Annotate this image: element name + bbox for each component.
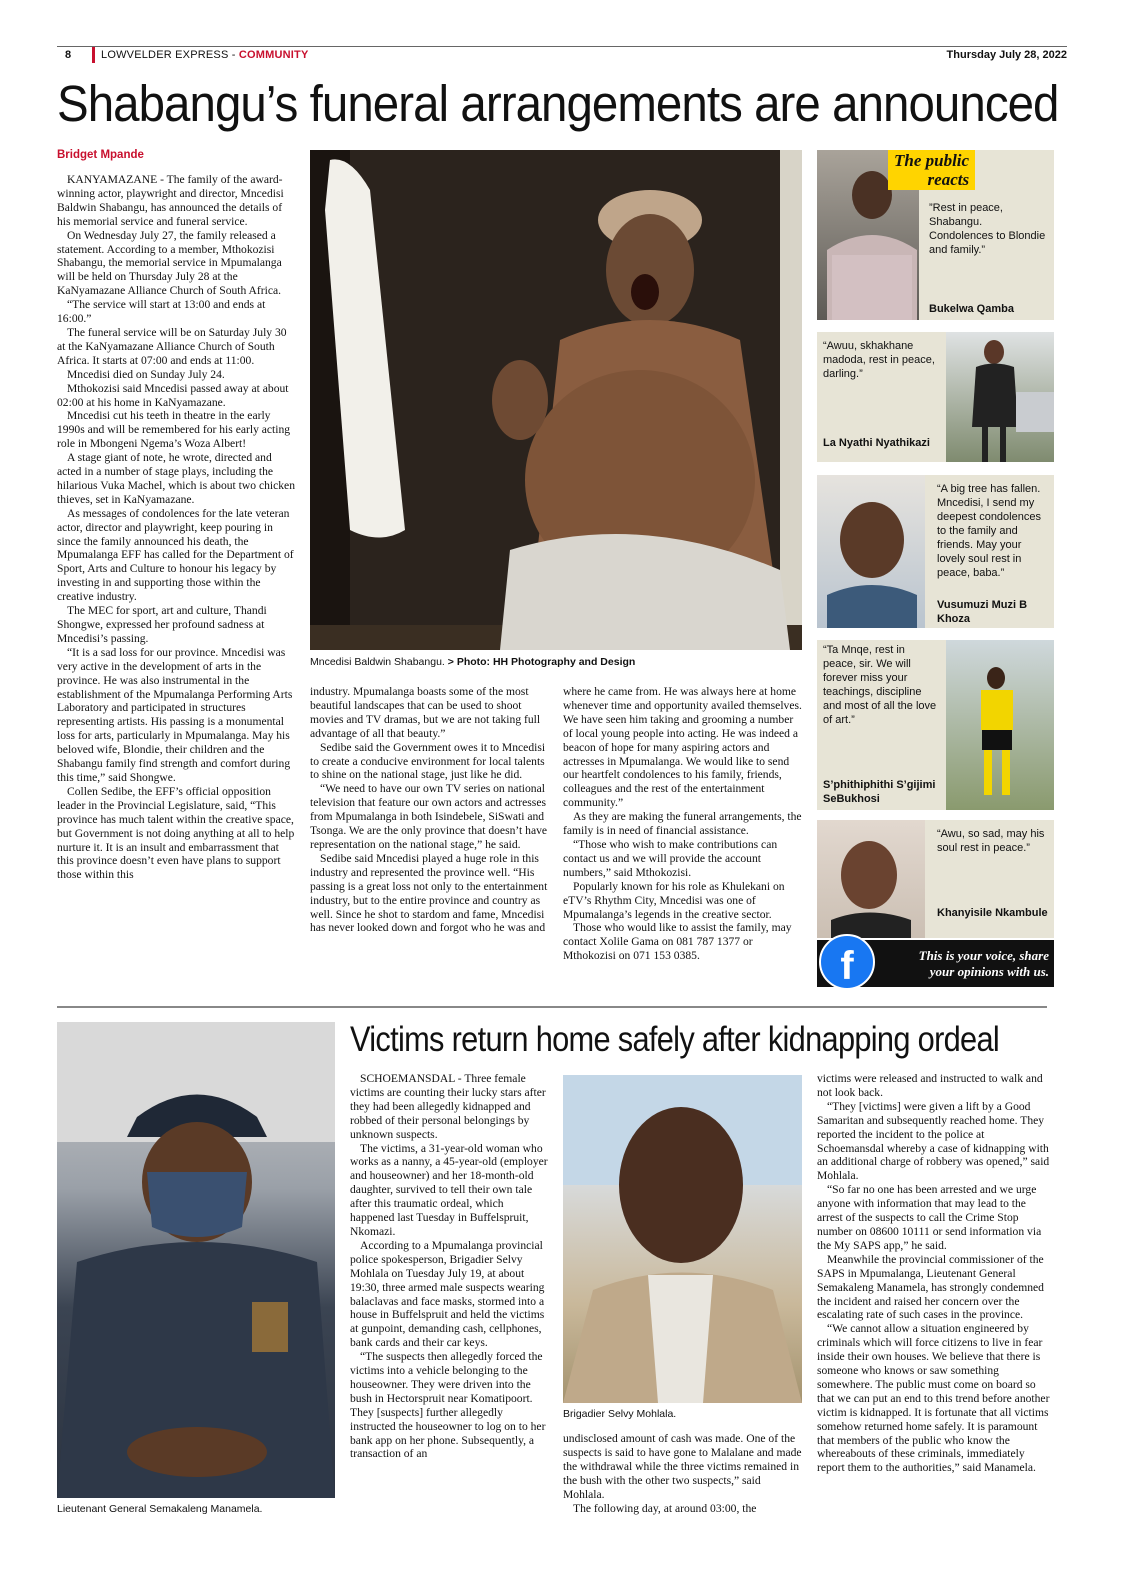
paragraph: Mncedisi cut his teeth in theatre in the early 1990s and will be remembered for his early acting role in Mbongeni Ngema’s Woza Albert! (57, 409, 291, 451)
fb-line-2: your opinions with us. (929, 964, 1049, 979)
paragraph: Those who would like to assist the family, may contact Xolile Gama on 081 787 1377 or Mthokozisi on 071 153 0385. (563, 921, 792, 963)
paragraph: According to a Mpumalanga provincial police spokesperson, Brigadier Selvy Mohlala on Tuesday July 19, at about 19:30, three armed male suspects wearing balaclavas and face masks, stormed into a house in Buffelspruit and held the victims at gunpoint, demanding cash, cellphones, bank cards and their car keys. (350, 1238, 545, 1350)
paragraph: undisclosed amount of cash was made. One of the suspects is said to have gone to Malalane and made the withdrawal while the three victims remained in the bush with the other two suspects,” said Mohlala. (563, 1432, 802, 1501)
spokesperson-photo-illustration (563, 1075, 802, 1403)
byline: Bridget Mpande (57, 149, 144, 161)
paragraph: “Those who wish to make contributions can contact us and we will provide the account numbers,” said Mthokozisi. (563, 837, 778, 879)
react-quote-2: “Awuu, skhakhane madoda, rest in peace, darling.” (823, 340, 935, 380)
person-photo-icon (817, 475, 925, 628)
paragraph: The MEC for sport, art and culture, Thandi Shongwe, expressed her profound sadness at Mncedisi’s passing. (57, 604, 267, 645)
paragraph: As they are making the funeral arrangements, the family is in need of financial assistance. (563, 810, 802, 838)
commissioner-photo (57, 1022, 335, 1498)
paragraph: Sedibe said Mncedisi played a huge role in this industry and represented the province well. “His passing is a great loss not only to the entertainment industry, but to the entire province and country as well. Since he shot to stardom and fame, Mncedisi has never looked down and forgot who he was and (310, 851, 548, 935)
paragraph: “So far no one has been arrested and we urge anyone with information that may lead to the arrest of the suspects to call the Crime Stop number on 08600 10111 or send information via the My SAPS app,” he said. (817, 1183, 1042, 1252)
article-headline-2: Victims return home safely after kidnapping ordeal (350, 1020, 1000, 1059)
photo-caption (310, 656, 635, 668)
react-photo-4 (946, 640, 1054, 810)
article-headline: Shabangu’s funeral arrangements are announced (57, 75, 1059, 132)
photo-credit: > Photo: HH Photography and Design (447, 656, 636, 668)
caption-text: Mncedisi Baldwin Shabangu. (310, 656, 448, 668)
paragraph: Popularly known for his role as Khulekani on eTV’s Rhythm City, Mncedisi was one of Mpumalanga’s legends in the creative sector. (563, 879, 785, 921)
paragraph: Collen Sedibe, the EFF’s official opposition leader in the Provincial Legislature, said, “This province has much talent within the creative space, but Government is not doing anything at all to help nurture it. It is an insult and embarrassment that this province doesn’t even have plans to support those within this (57, 784, 295, 882)
paragraph: “We cannot allow a situation engineered by criminals which will force citizens to live in fear inside their own houses. We believe that there is someone who knows or saw something somewhere. The public must come on board so that we can put an end to this trend before another victim is kidnapped. It is fortunate that all victims somehow returned home safely. It is paramount that members of the public who know the whereabouts of these criminals, immediately report them to the authorities,” said Manamela. (817, 1322, 1050, 1475)
article-column-1 (57, 173, 296, 882)
article2-column-1 (350, 1072, 550, 1461)
publication-name (101, 49, 309, 61)
section-name: COMMUNITY (238, 49, 309, 61)
paragraph: Sedibe said the Government owes it to Mncedisi to create a conducive environment for local talents to shine on the national stage, just like he did. (310, 740, 546, 782)
facebook-icon[interactable]: f (819, 934, 875, 990)
title-line-2: reacts (927, 170, 970, 189)
react-photo-3 (817, 475, 925, 628)
paragraph: On Wednesday July 27, the family released a statement. According to a member, Mthokozisi Shabangu, the memorial service in Mpumalanga will be held on Thursday July 28 at the KaNyamazane Alliance Church of South Africa. (57, 228, 282, 298)
paragraph: “They [victims] were given a lift by a Good Samaritan and subsequently reached home. They reported the incident to the police at Schoemansdal whereby a case of kidnapping with an additional charge of robbery was opened,” said Mohlala. (817, 1099, 1050, 1183)
paragraph: Mthokozisi said Mncedisi passed away at about 02:00 at his home in KaNyamazane. (57, 381, 289, 409)
paragraph: “It is a sad loss for our province. Mncedisi was very active in the development of arts in the province. He was also instrumental in the establishment of the Mpumalanga Performing Arts Laboratory and participated in structures representing artists. His passing is a monumental loss for arts, particularly in Mpumalanga. May his beloved wife, Blondie, their children and the Shabangu family find strength and comfort during this time,” said Shongwe. (57, 645, 293, 784)
react-quote-5: “Awu, so sad, may his soul rest in peace.” (937, 828, 1045, 854)
spokesperson-photo (563, 1075, 802, 1403)
react-name-3: Vusumuzi Muzi B Khoza (937, 599, 1028, 625)
public-reacts-title (888, 150, 975, 190)
commissioner-photo-illustration (57, 1022, 335, 1498)
person-photo-icon (817, 820, 925, 938)
paragraph: “The suspects then allegedly forced the victims into a vehicle belonging to the houseowner. They were driven into the bush in Hectorspruit near Komatipoort. They [suspects] further allegedly instructed the houseowner to log on to her bank app on her phone. Subsequently, a transaction of an (350, 1350, 546, 1461)
paragraph: where he came from. He was always here at home whenever time and opportunity availed themselves. We have seen him taking and grooming a number of local young people into acting. He was indeed a beacon of hope for many aspiring actors and actresses in Mpumalanga. We would like to send our heartfelt condolences to his family, friends, colleagues and the rest of the entertainment community.” (563, 685, 802, 810)
react-name-2: La Nyathi Nyathikazi (823, 437, 930, 449)
react-quote-1: ”Rest in peace, Shabangu. Condolences to Blondie and family.” (929, 202, 1046, 256)
photo-caption-commissioner: Lieutenant General Semakaleng Manamela. (57, 1503, 263, 1515)
page-number: 8 (65, 49, 72, 61)
paragraph: A stage giant of note, he wrote, directed and acted in a number of stage plays, including the hilarious Vuka Machel, which is about two chicken thieves, set in KaNyamazane. (57, 451, 295, 506)
paragraph: The following day, at around 03:00, the (573, 1501, 757, 1515)
paragraph: “The service will start at 13:00 and ends at 16:00.” (57, 298, 266, 326)
react-name-5: Khanyisile Nkambule (937, 907, 1048, 919)
react-quote-3: “A big tree has fallen. Mncedisi, I send my deepest condolences to the family and friends. May your lovely soul rest in peace, baba.” (937, 483, 1041, 579)
paragraph: The funeral service will be on Saturday July 30 at the KaNyamazane Alliance Church of South Africa. It starts at 07:00 and ends at 11:00. (57, 325, 287, 367)
paragraph: victims were released and instructed to walk and not look back. (817, 1072, 1043, 1099)
header-accent-bar (92, 47, 95, 63)
paragraph: As messages of condolences for the late veteran actor, director and playwright, keep pouring in since the family announced his death, the Mpumalanga EFF has called for the Department of Sport, Arts and Culture to honour his legacy by investing in and supporting those within the creative industry. (57, 506, 294, 604)
paragraph: KANYAMAZANE - The family of the award-winning actor, playwright and director, Mncedisi Baldwin Shabangu, has announced the details of his memorial service and funeral service. (57, 173, 284, 228)
actor-photo-illustration (310, 150, 802, 650)
section-divider (57, 1006, 1047, 1008)
actor-photo (310, 150, 802, 650)
paragraph: The victims, a 31-year-old woman who works as a nanny, a 45-year-old (employer and houseowner) and her 18-month-old daughter, survived to tell their own tale after this traumatic ordeal, which happened last Tuesday in Buffelspruit, Nkomazi. (350, 1141, 548, 1238)
paragraph: Mncedisi died on Sunday July 24. (67, 367, 225, 381)
header-rule (57, 46, 1067, 47)
photo-caption-spokesperson: Brigadier Selvy Mohlala. (563, 1408, 677, 1420)
person-photo-icon (946, 640, 1054, 810)
title-line-1: The public (894, 151, 970, 170)
paragraph: industry. Mpumalanga boasts some of the most beautiful landscapes that can be used to shoot movies and TV dramas, but we are not taking full advantage of all that beauty.” (310, 685, 541, 740)
react-photo-5 (817, 820, 925, 938)
paragraph: “We need to have our own TV series on national television that feature our own actors and actresses from Mpumalanga in both Isindebele, SiSwati and Tsonga. We are the only province that doesn’t have representation on the national stage,” he said. (310, 782, 548, 851)
person-photo-icon (946, 332, 1054, 462)
react-quote-4: “Ta Mnqe, rest in peace, sir. We will forever miss your teachings, discipline and most of all the love of art.” (823, 644, 937, 726)
paragraph: SCHOEMANSDAL - Three female victims are counting their lucky stars after they had been allegedly kidnapped and robbed of their personal belongings by unknown suspects. (350, 1072, 546, 1141)
react-name-4: S’phithiphithi S’gijimi SeBukhosi (823, 779, 936, 805)
facebook-callout (874, 948, 1049, 980)
react-photo-2 (946, 332, 1054, 462)
fb-line-1: This is your voice, share (918, 948, 1049, 963)
article-column-3 (563, 685, 803, 963)
paragraph: Meanwhile the provincial commissioner of the SAPS in Mpumalanga, Lieutenant General Semakaleng Manamela, has strongly condemned the incident and raised her concern over the escalating rate of such cases in the province. (817, 1252, 1044, 1322)
article-column-2 (310, 685, 548, 935)
issue-date: Thursday July 28, 2022 (946, 49, 1067, 61)
article2-column-2 (563, 1432, 803, 1515)
publication-title: LOWVELDER EXPRESS - (101, 49, 239, 61)
react-name-1: Bukelwa Qamba (929, 303, 1014, 315)
article2-column-3 (817, 1072, 1053, 1475)
